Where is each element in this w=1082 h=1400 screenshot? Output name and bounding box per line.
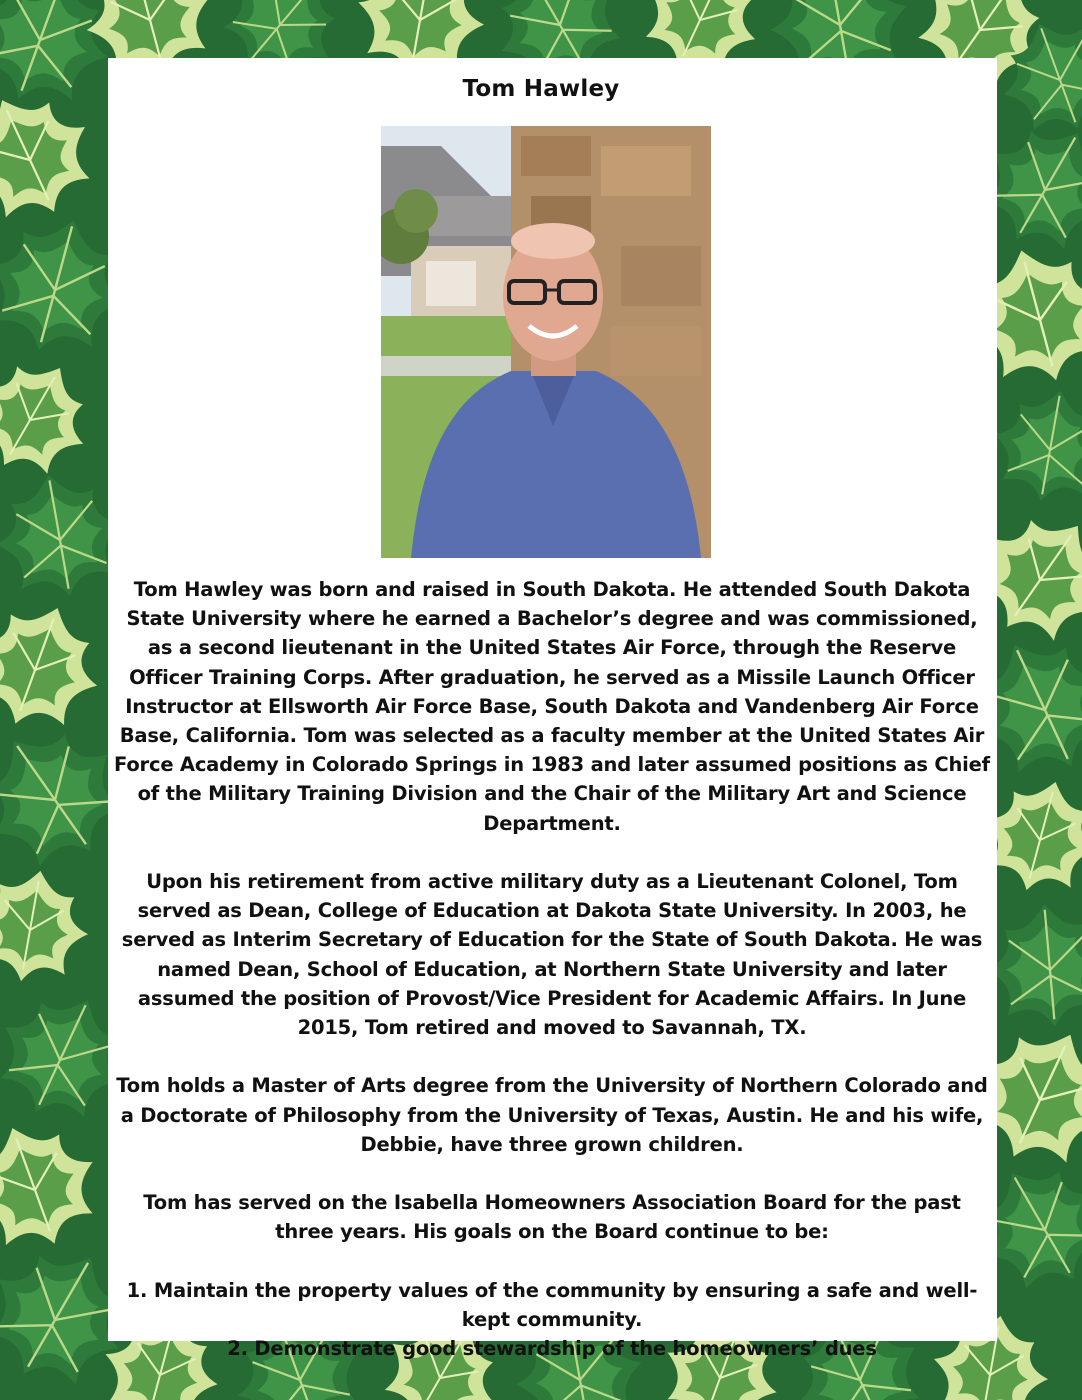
page-title: Tom Hawley — [462, 76, 620, 102]
bio-paragraph-3: Tom holds a Master of Arts degree from the University of Northern Colorado and a Doctorate of Philosophy from the University of Texas, Austin. He and his wife, Debbie, have three grown children. — [116, 1074, 988, 1156]
biography-text — [112, 575, 992, 1363]
bio-paragraph-2: Upon his retirement from active military duty as a Lieutenant Colonel, Tom served as Dean, College of Education at Dakota State University. In 2003, he served as Interim Secretary of Education for the State of South Dakota. He was named Dean, School of Education, at Northern State University and later assumed the position of Provost/Vice President for Academic Affairs. In June 2015, Tom retired and moved to Savannah, TX. — [121, 870, 983, 1040]
goal-item-2: 2. Demonstrate good stewardship of the homeowners’ dues — [227, 1337, 877, 1361]
bio-paragraph-1: Tom Hawley was born and raised in South Dakota. He attended South Dakota State University where he earned a Bachelor’s degree and was commissioned, as a second lieutenant in the United States Air Force, through the Reserve Officer Training Corps. After graduation, he served as a Missile Launch Officer Instructor at Ellsworth Air Force Base, South Dakota and Vandenberg Air Force Base, California. Tom was selected as a faculty member at the United States Air Force Academy in Colorado Springs in 1983 and later assumed positions as Chief of the Military Training Division and the Chair of the Military Art and Science Department. — [114, 578, 990, 835]
portrait-photo — [381, 126, 711, 558]
bio-paragraph-4: Tom has served on the Isabella Homeowners Association Board for the past three years. His goals on the Board continue to be: — [143, 1191, 961, 1244]
goal-item-1: 1. Maintain the property values of the community by ensuring a safe and well-kept community. — [126, 1278, 978, 1332]
